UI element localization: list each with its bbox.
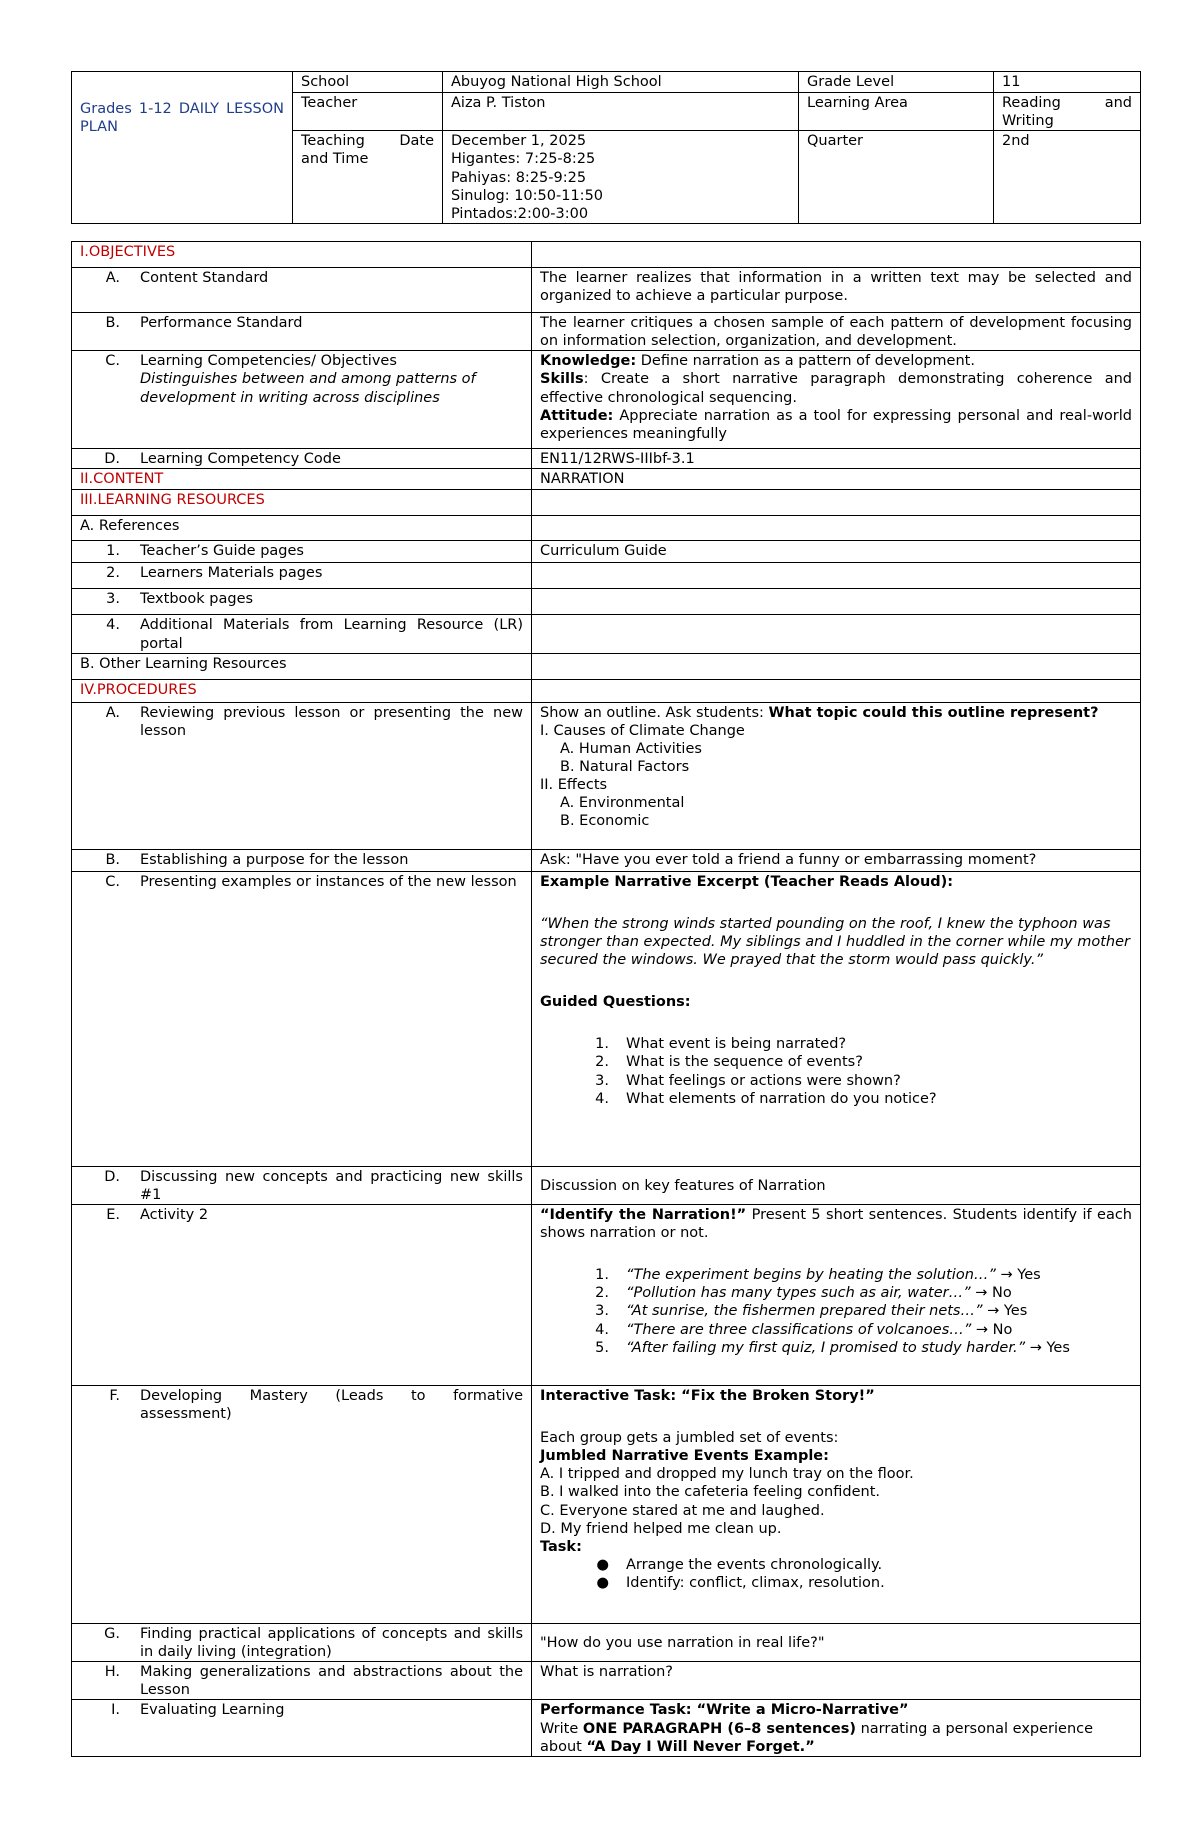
- grade-value: 11: [994, 72, 1141, 93]
- developing-mastery-label: F. Developing Mastery (Leads to formative assessment): [72, 1385, 532, 1623]
- grade-label: Grade Level: [799, 72, 994, 93]
- narrative-excerpt: “When the strong winds started pounding on the roof, I knew the typhoon was stronger than expected. My siblings and I huddled in the corner while my mother secured the windows. We prayed that the storm would pass quickly.”: [540, 915, 1130, 968]
- outline-line: B. Natural Factors: [560, 759, 690, 775]
- generalizations-value: What is narration?: [532, 1662, 1141, 1700]
- teacher-value: Aiza P. Tiston: [443, 93, 799, 131]
- presenting-examples-value: Example Narrative Excerpt (Teacher Reads Aloud): “When the strong winds started pounding on the roof, I knew the typhoon was stronger than expected. My siblings and I huddled in the corner while my mother secured the windows. We prayed that the storm would pass quickly.” Guided Questions: 1. What event is being narrated? 2. What is the sequence of events? 3. What feelings or actions were shown? 4. What elements of narration do you notice?: [532, 871, 1141, 1166]
- list-item: 4. “There are three classifications of volcanoes…” → No: [595, 1321, 1013, 1338]
- reviewing-value: Show an outline. Ask students: What topic could this outline represent? I. Causes of Climate Change A. Human Activities B. Natural Factors II. Effects A. Environmental B. Economic: [532, 702, 1141, 849]
- additional-materials-label: 4. Additional Materials from Learning Resource (LR) portal: [72, 615, 532, 653]
- outline-line: B. Economic: [560, 813, 650, 830]
- event-line: A. I tripped and dropped my lunch tray on the floor.: [540, 1466, 914, 1483]
- discussing-value: Discussion on key features of Narration: [532, 1166, 1141, 1204]
- outline-line: I. Causes of Climate Change: [540, 722, 745, 739]
- list-item: 3. What feelings or actions were shown?: [595, 1072, 901, 1089]
- section-procedures: IV.PROCEDURES: [72, 679, 532, 702]
- content-value: NARRATION: [532, 469, 1141, 490]
- textbook-pages-label: 3. Textbook pages: [72, 589, 532, 615]
- date-line: Higantes: 7:25-8:25: [451, 151, 596, 168]
- other-resources-label: B. Other Learning Resources: [72, 653, 532, 679]
- performance-standard-value: The learner critiques a chosen sample of each pattern of development focusing on information selection, organization, and development.: [532, 313, 1141, 351]
- practical-applications-label: G. Finding practical applications of concepts and skills in daily living (integration): [72, 1623, 532, 1661]
- lesson-table: [71, 241, 1141, 1757]
- content-standard-value: The learner realizes that information in a written text may be selected and organized to achieve a particular purpose.: [532, 268, 1141, 313]
- list-item: 1. What event is being narrated?: [595, 1036, 847, 1053]
- presenting-examples-label: C. Presenting examples or instances of the new lesson: [72, 871, 532, 1166]
- list-item: 5. “After failing my first quiz, I promised to study harder.” → Yes: [595, 1339, 1070, 1356]
- date-line: Pintados:2:00-3:00: [451, 205, 589, 222]
- quarter-value: 2nd: [994, 131, 1141, 224]
- competency-code-value: EN11/12RWS-IIIbf-3.1: [532, 449, 1141, 469]
- outline-line: A. Human Activities: [560, 740, 702, 757]
- date-line: December 1, 2025: [451, 133, 587, 150]
- event-line: B. I walked into the cafeteria feeling confident.: [540, 1484, 880, 1501]
- bullet-icon: ●: [596, 1556, 609, 1573]
- date-line: Sinulog: 10:50-11:50: [451, 187, 604, 204]
- date-label: Teaching Date and Time: [293, 131, 443, 224]
- list-item: ● Identify: conflict, climax, resolution.: [575, 1574, 1132, 1592]
- outline-line: A. Environmental: [560, 795, 685, 812]
- school-value: Abuyog National High School: [443, 72, 799, 93]
- list-item: 4. What elements of narration do you notice?: [595, 1090, 937, 1107]
- activity-label: E. Activity 2: [72, 1204, 532, 1385]
- header-table: [71, 71, 1141, 224]
- quarter-label: Quarter: [799, 131, 994, 224]
- competencies-value: Knowledge: Define narration as a pattern of development. Skills: Create a short narrative paragraph demonstrating coherence and effective chronological sequencing. Attitude: Appreciate narration as a tool for expressing personal and real-world experiences meaningfully: [532, 351, 1141, 449]
- evaluating-label: I. Evaluating Learning: [72, 1700, 532, 1756]
- content-standard-label: A. Content Standard: [72, 268, 532, 313]
- purpose-label: B. Establishing a purpose for the lesson: [72, 849, 532, 871]
- bullet-icon: ●: [596, 1575, 609, 1591]
- narration-items: [540, 1266, 1132, 1357]
- date-line: Pahiyas: 8:25-9:25: [451, 169, 587, 186]
- event-line: C. Everyone stared at me and laughed.: [540, 1502, 825, 1519]
- purpose-value: Ask: "Have you ever told a friend a funny or embarrassing moment?: [532, 849, 1141, 871]
- performance-standard-label: B. Performance Standard: [72, 313, 532, 351]
- area-value: Reading and Writing: [994, 93, 1141, 131]
- task-bullets: [540, 1556, 1132, 1592]
- teacher-label: Teacher: [293, 93, 443, 131]
- developing-mastery-value: Interactive Task: “Fix the Broken Story!” Each group gets a jumbled set of events: Jumbled Narrative Events Example: A. I tripped and dropped my lunch tray on the floor. B. I walked into the cafeteria feeling confident. C. Everyone stared at me and laughed. D. My friend helped me clean up. Task: ● Arrange the events chronologically. ● Identify: conflict, climax, resolution.: [532, 1385, 1141, 1623]
- outline-line: II. Effects: [540, 777, 608, 794]
- activity-value: “Identify the Narration!” Present 5 short sentences. Students identify if each shows narration or not. 1. “The experiment begins by heating the solution…” → Yes 2. “Pollution has many types such as air, water…” → No 3. “At sunrise, the fishermen prepared their nets…” → Yes 4. “There are three classifications of volcanoes…” → No 5. “After failing my first quiz, I promised to study harder.” → Yes: [532, 1204, 1141, 1385]
- competencies-subtext: Distinguishes between and among patterns of development in writing across disciplines: [140, 371, 476, 406]
- discussing-label: D. Discussing new concepts and practicing new skills #1: [72, 1166, 532, 1204]
- teachers-guide-label: 1. Teacher’s Guide pages: [72, 541, 532, 563]
- teachers-guide-value: Curriculum Guide: [532, 541, 1141, 563]
- date-value: [443, 131, 799, 224]
- competencies-label: C. Learning Competencies/ Objectives Distinguishes between and among patterns of development in writing across disciplines: [72, 351, 532, 449]
- list-item: 3. “At sunrise, the fishermen prepared their nets…” → Yes: [595, 1303, 1028, 1320]
- section-objectives: I.OBJECTIVES: [72, 242, 532, 268]
- plan-title: Grades 1-12 DAILY LESSON PLAN: [72, 72, 293, 224]
- event-line: D. My friend helped me clean up.: [540, 1520, 782, 1537]
- list-item: ● Arrange the events chronologically.: [575, 1556, 1132, 1574]
- evaluating-value: Performance Task: “Write a Micro-Narrative” Write ONE PARAGRAPH (6–8 sentences) narrating a personal experience about “A Day I Will Never Forget.”: [532, 1700, 1141, 1756]
- school-label: School: [293, 72, 443, 93]
- section-content: II.CONTENT: [72, 469, 532, 490]
- list-item: 2. What is the sequence of events?: [595, 1054, 863, 1071]
- learners-materials-label: 2. Learners Materials pages: [72, 563, 532, 589]
- reviewing-label: A. Reviewing previous lesson or presenting the new lesson: [72, 702, 532, 849]
- list-item: 2. “Pollution has many types such as air, water…” → No: [595, 1285, 1012, 1302]
- competency-code-label: D. Learning Competency Code: [72, 449, 532, 469]
- guided-questions: [540, 1035, 1132, 1108]
- generalizations-label: H. Making generalizations and abstractions about the Lesson: [72, 1662, 532, 1700]
- practical-applications-value: "How do you use narration in real life?": [532, 1623, 1141, 1661]
- list-item: 1. “The experiment begins by heating the solution…” → Yes: [595, 1267, 1041, 1284]
- section-resources: III.LEARNING RESOURCES: [72, 490, 532, 516]
- references-label: A. References: [72, 516, 532, 541]
- area-label: Learning Area: [799, 93, 994, 131]
